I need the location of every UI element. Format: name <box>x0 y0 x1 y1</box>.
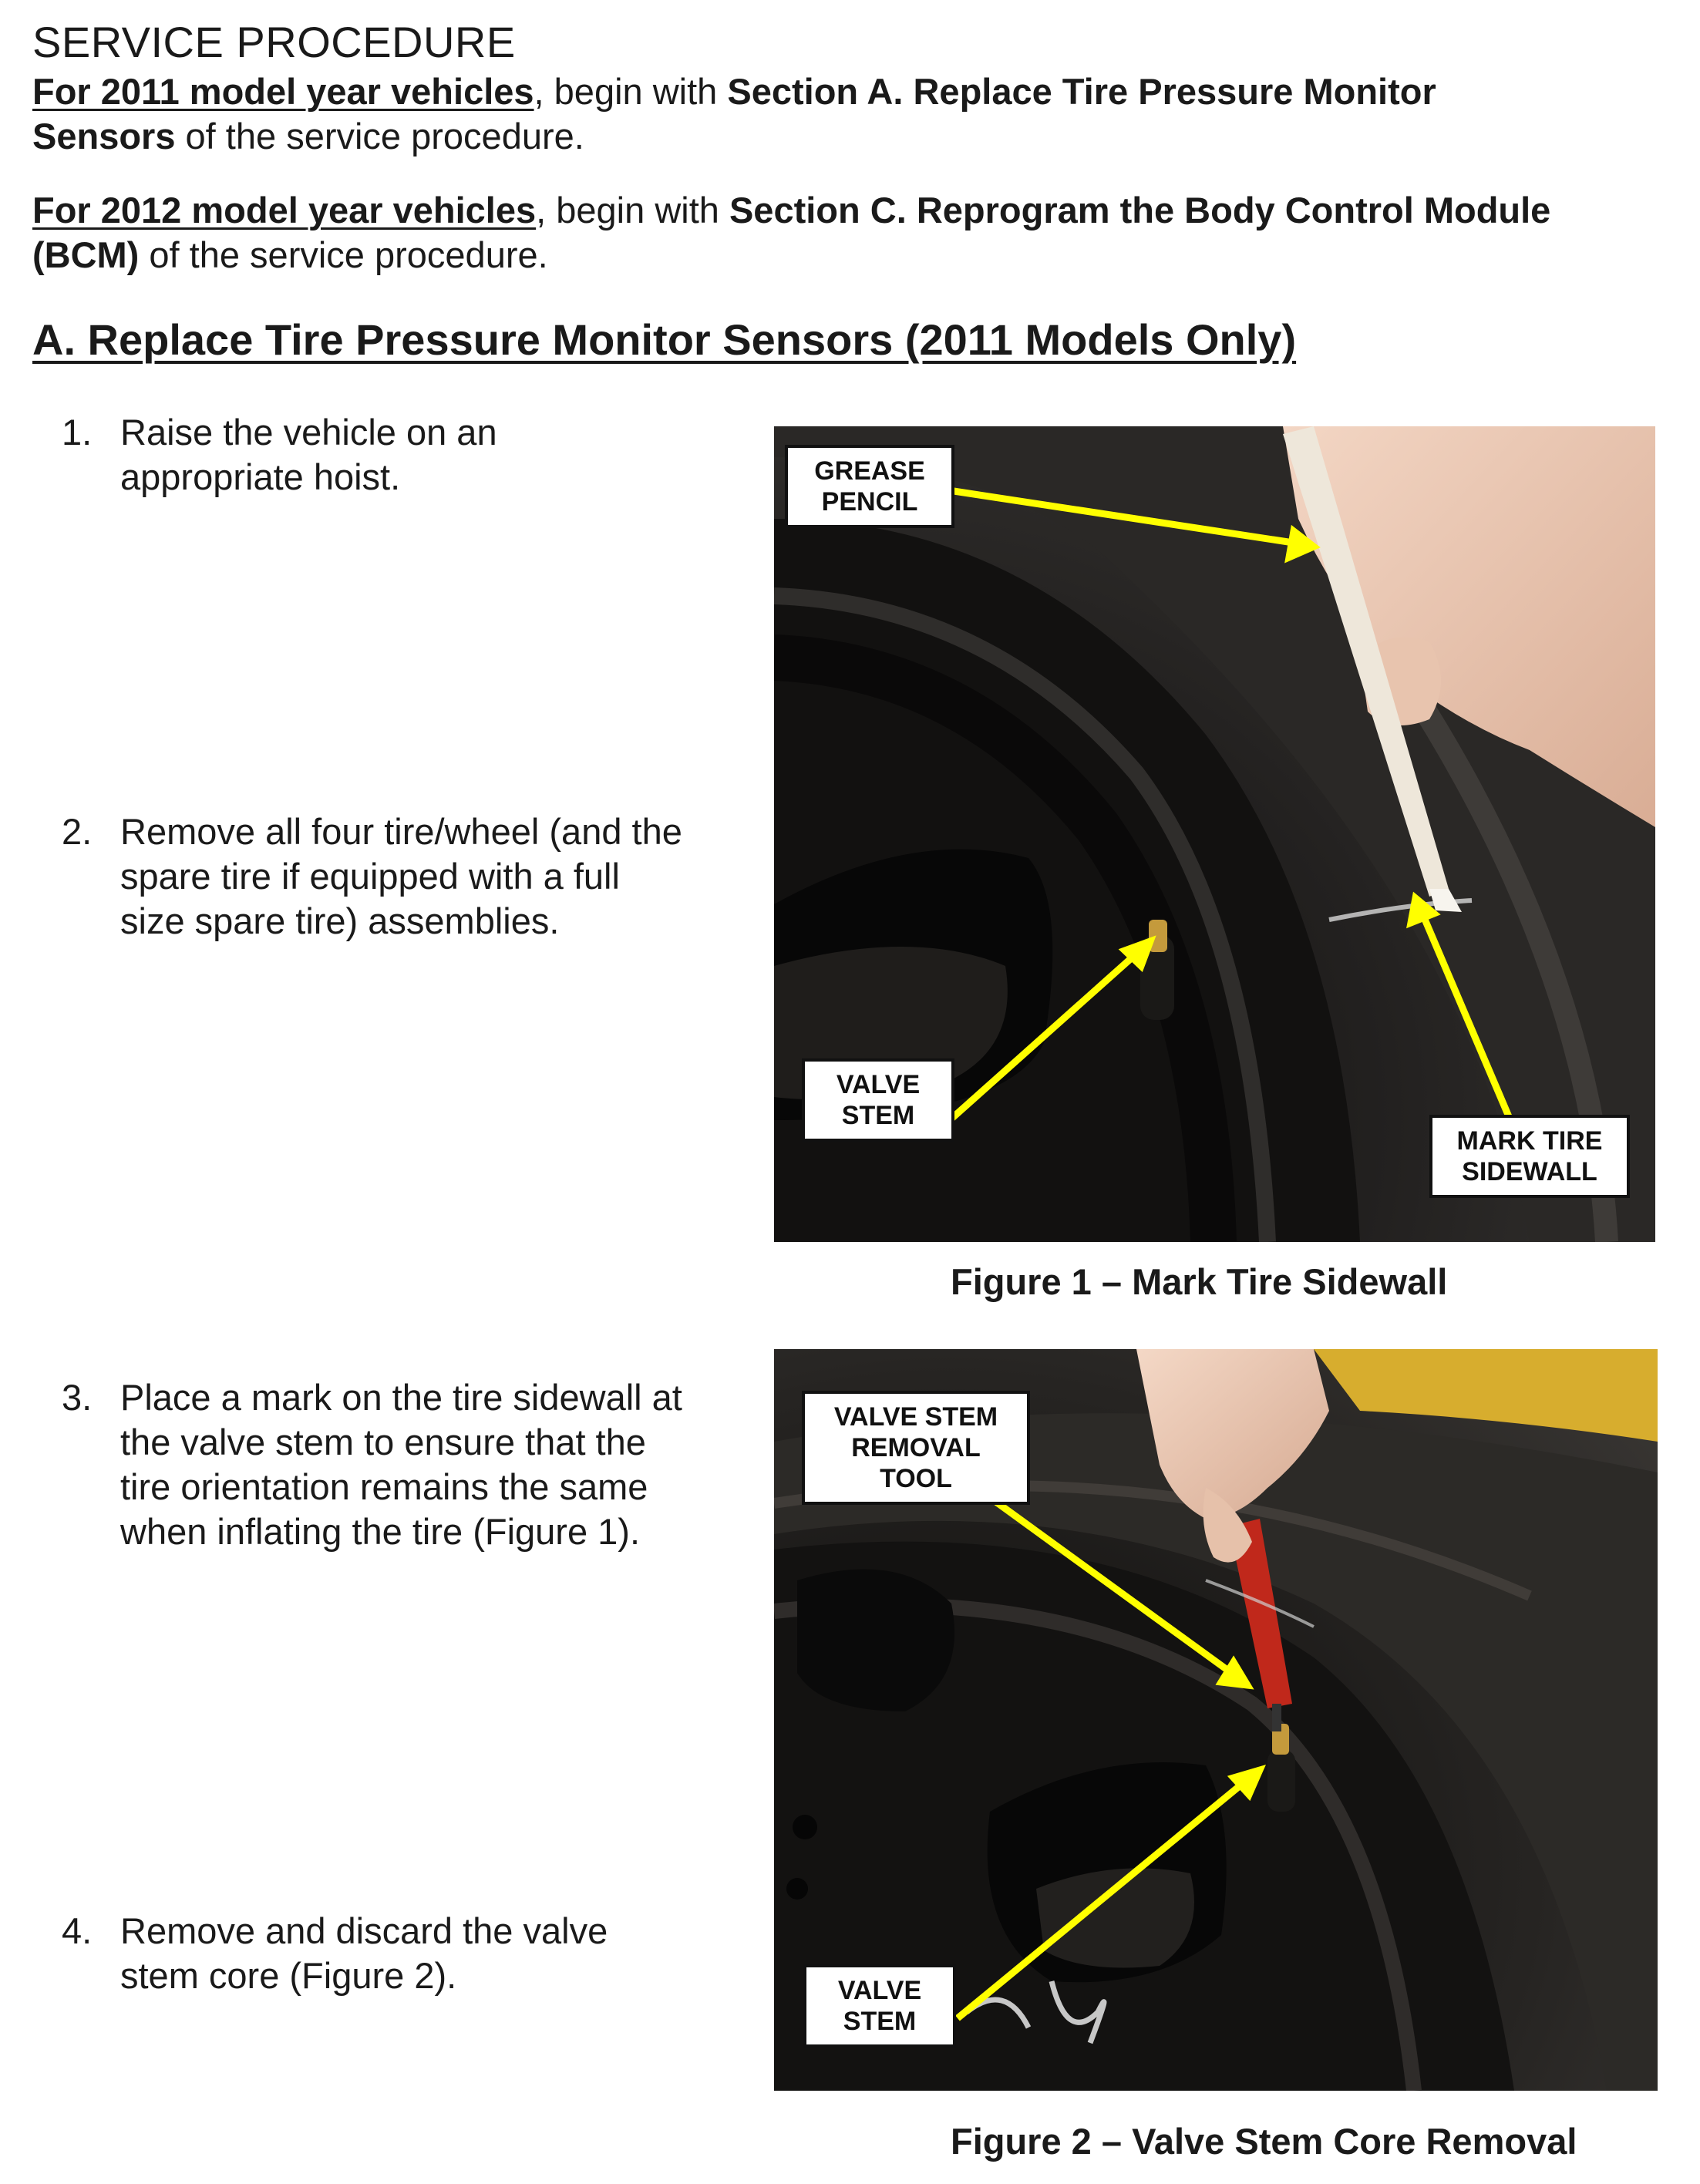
step-2 <box>62 809 740 944</box>
intro-2012-section-ref2: (BCM) <box>32 234 140 275</box>
intro-2011-section-ref: Section A. Replace Tire Pressure Monitor <box>727 71 1436 112</box>
step-number: 4. <box>62 1910 93 1951</box>
figure-1-photo <box>774 426 1655 1242</box>
figure-2-caption: Figure 2 – Valve Stem Core Removal <box>951 2121 1577 2162</box>
step-text: Remove and discard the valve stem core (Figure 2). <box>120 1910 608 1996</box>
figure-1-caption: Figure 1 – Mark Tire Sidewall <box>951 1261 1448 1302</box>
section-a-title: A. Replace Tire Pressure Monitor Sensors (2011 Models Only) <box>32 315 1297 364</box>
step-number: 3. <box>62 1377 93 1418</box>
step-3 <box>62 1375 740 1554</box>
step-text: Remove all four tire/wheel (and the spare tire if equipped with a full size spare tire) assemblies. <box>120 811 682 941</box>
callout-valve-stem-fig2: VALVE STEM <box>803 1964 956 2048</box>
page-heading: SERVICE PROCEDURE <box>32 18 516 66</box>
callout-grease-pencil: GREASE PENCIL <box>785 445 954 528</box>
callout-valve-stem-removal-tool: VALVE STEM REMOVAL TOOL <box>802 1391 1030 1505</box>
step-number: 2. <box>62 811 93 852</box>
callout-valve-stem-fig1: VALVE STEM <box>802 1058 954 1142</box>
intro-2011-lead: For 2011 model year vehicles <box>32 71 534 112</box>
step-text: Raise the vehicle on an appropriate hoist. <box>120 412 497 497</box>
intro-2011-tail: of the service procedure. <box>175 116 584 156</box>
intro-2011-mid: , begin with <box>534 71 728 112</box>
step-4 <box>62 1909 740 1998</box>
intro-2012-lead: For 2012 model year vehicles <box>32 190 537 231</box>
intro-2011-paragraph <box>32 69 1675 159</box>
intro-2012-tail: of the service procedure. <box>139 234 548 275</box>
intro-2012-mid: , begin with <box>536 190 729 231</box>
step-text: Place a mark on the tire sidewall at the valve stem to ensure that the tire orientation remains the same when inflating the tire (Figure 1). <box>120 1377 682 1552</box>
intro-2011-section-ref2: Sensors <box>32 116 176 156</box>
intro-2012-section-ref: Section C. Reprogram the Body Control Module <box>729 190 1551 231</box>
step-number: 1. <box>62 412 93 453</box>
figure-2-photo <box>774 1349 1658 2091</box>
intro-2012-paragraph <box>32 188 1675 278</box>
step-1 <box>62 410 740 500</box>
callout-mark-tire-sidewall: MARK TIRE SIDEWALL <box>1429 1115 1630 1198</box>
